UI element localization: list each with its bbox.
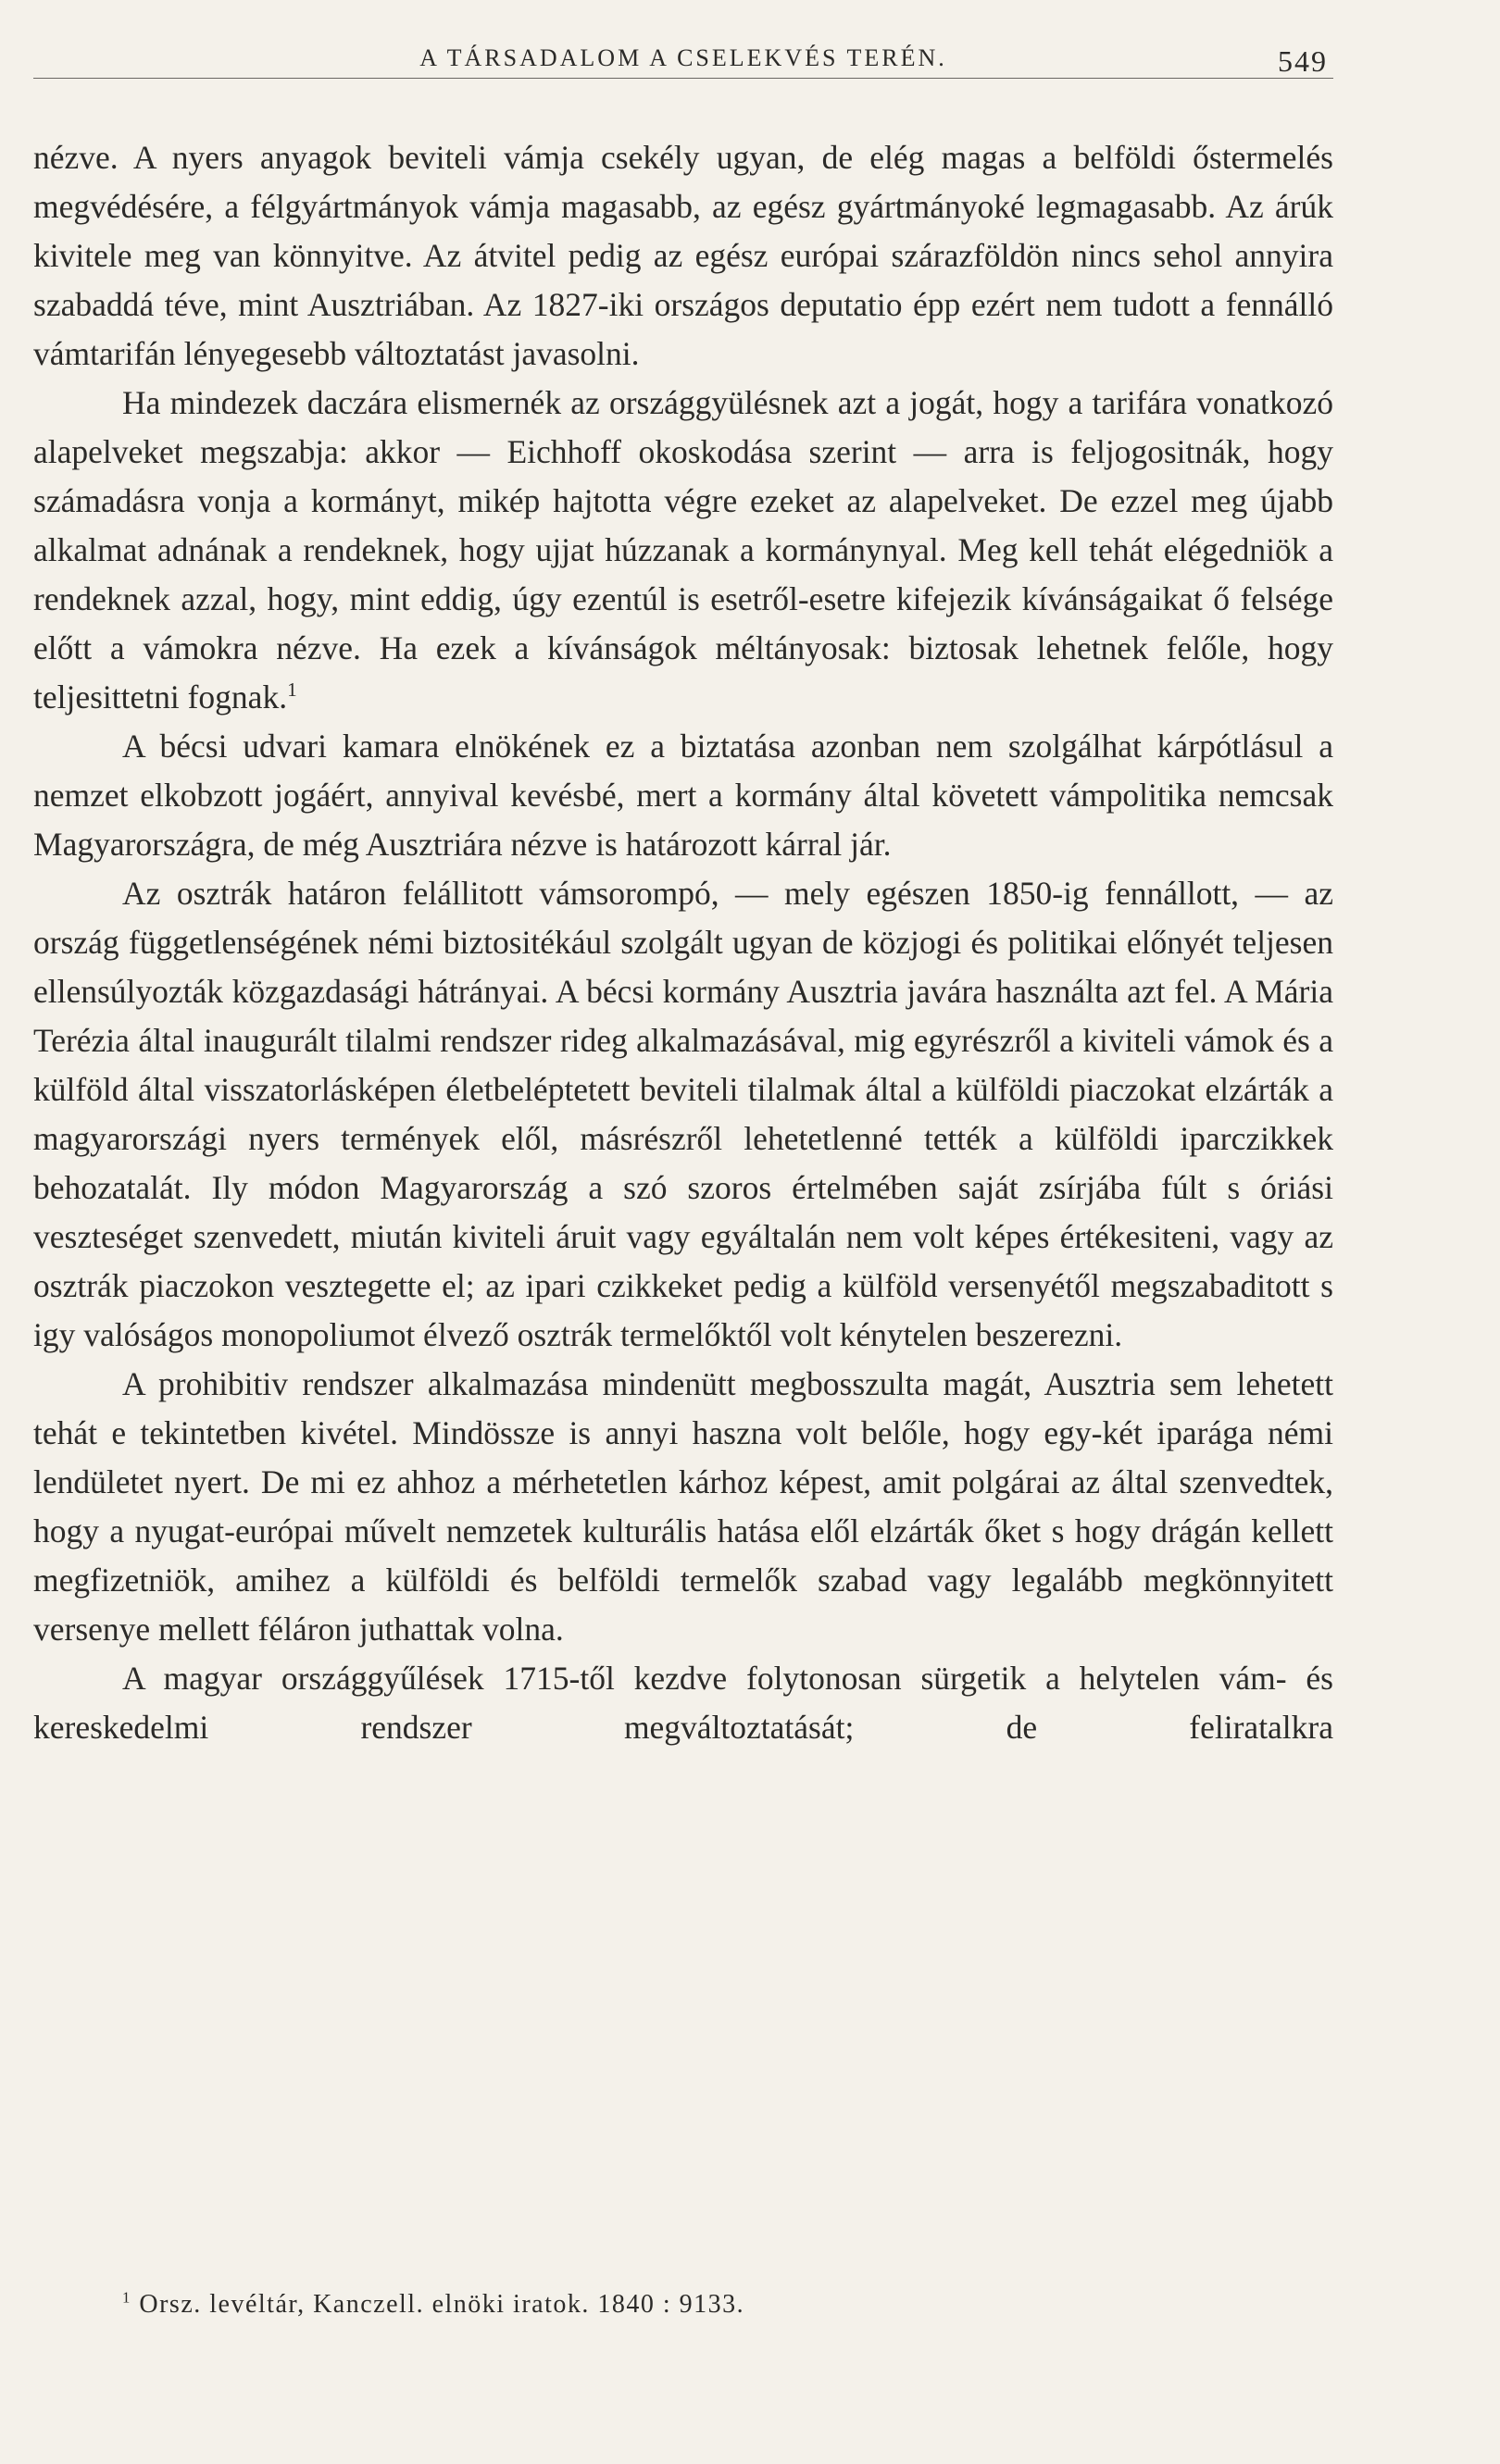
footnote-marker: 1 — [122, 2288, 131, 2307]
running-title: A TÁRSADALOM A CSELEKVÉS TERÉN. — [419, 44, 947, 71]
paragraph-3: A bécsi udvari kamara elnökének ez a biztatása azonban nem szolgálhat kárpótlásul a nemzet elkobzott jogáért, annyival kevésbé, mert a kormány által követett vámpolitika nemcsak Magyarországra, de még Ausztriára nézve is határozott kárral jár. — [33, 728, 1333, 863]
footnote-text: Orsz. levéltár, Kanczell. elnöki iratok. 1840 : 9133. — [139, 2290, 745, 2319]
paragraph-4: Az osztrák határon felállitott vámsorompó, — mely egészen 1850-ig fennállott, — az ország függetlenségének némi biztositékául szolgált ugyan de közjogi és politikai előnyét teljesen ellensúlyozták közgazdasági hátrányai. A bécsi kormány Ausztria javára használta azt fel. A Mária Terézia által inaugurált tilalmi rendszer rideg alkalmazásával, mig egyrészről a kiviteli vámok és a külföld által visszatorlásképen életbeléptetett beviteli tilalmak által a külföldi piaczokat elzárták a magyarországi nyers termények elől, másrészről lehetetlenné tették a külföldi iparczikkek behozatalát. Ily módon Magyarország a szó szoros értelmében saját zsírjába fúlt s óriási veszteséget szenvedett, miután kiviteli áruit vagy egyáltalán nem volt képes értékesiteni, vagy az osztrák piaczokon vesztegette el; az ipari czikkeket pedig a külföld versenyétől megszabaditott s igy valóságos monopoliumot élvező osztrák termelőktől volt kénytelen beszerezni. — [33, 875, 1333, 1353]
paragraph-5: A prohibitiv rendszer alkalmazása mindenütt megbosszulta magát, Ausztria sem lehetett tehát e tekintetben kivétel. Mindössze is annyi haszna volt belőle, hogy egy-két iparága némi lendületet nyert. De mi ez ahhoz a mérhetetlen kárhoz képest, amit polgárai az által szenvedtek, hogy a nyugat-európai művelt nemzetek kulturális hatása elől elzárták őket s hogy drágán kellett megfizetniök, amihez a külföldi és belföldi termelők szabad vagy legalább megkönnyitett versenye mellett féláron juthattak volna. — [33, 1365, 1333, 1648]
paragraph-1: nézve. A nyers anyagok beviteli vámja csekély ugyan, de elég magas a belföldi őstermelés megvédésére, a félgyártmányok vámja magasabb, az egész gyártmányoké legmagasabb. Az árúk kivitele meg van könnyitve. Az átvitel pedig az egész európai szárazföldön nincs sehol annyira szabaddá téve, mint Ausztriában. Az 1827-iki országos deputatio épp ezért nem tudott a fennálló vámtarifán lényegesebb változtatást javasolni. — [33, 139, 1333, 372]
paragraph-6: A magyar országgyűlések 1715-től kezdve folytonosan sürgetik a helytelen vám- és kereskedelmi rendszer megváltoztatását; de feliratalkra — [33, 1660, 1333, 1746]
book-page — [33, 0, 1333, 2464]
page-number: 549 — [1278, 44, 1328, 78]
body-text — [33, 133, 1333, 1752]
footnote-reference: 1 — [287, 678, 297, 702]
footnote — [33, 2290, 1333, 2320]
running-head — [33, 41, 1333, 79]
paragraph-2: Ha mindezek daczára elismernék az országgyülésnek azt a jogát, hogy a tarifára vonatkozó alapelveket megszabja: akkor — Eichhoff okoskodása szerint — arra is feljogositnák, hogy számadásra vonja a kormányt, mikép hajtotta végre ezeket az alapelveket. De ezzel meg újabb alkalmat adnának a rendeknek, hogy ujjat húzzanak a kormánynyal. Meg kell tehát elégedniök a rendeknek azzal, hogy, mint eddig, úgy ezentúl is esetről-esetre kifejezik kívánságaikat ő felsége előtt a vámokra nézve. Ha ezek a kívánságok méltányosak: biztosak lehetnek felőle, hogy teljesittetni fognak.$^1$ — [33, 384, 1333, 716]
